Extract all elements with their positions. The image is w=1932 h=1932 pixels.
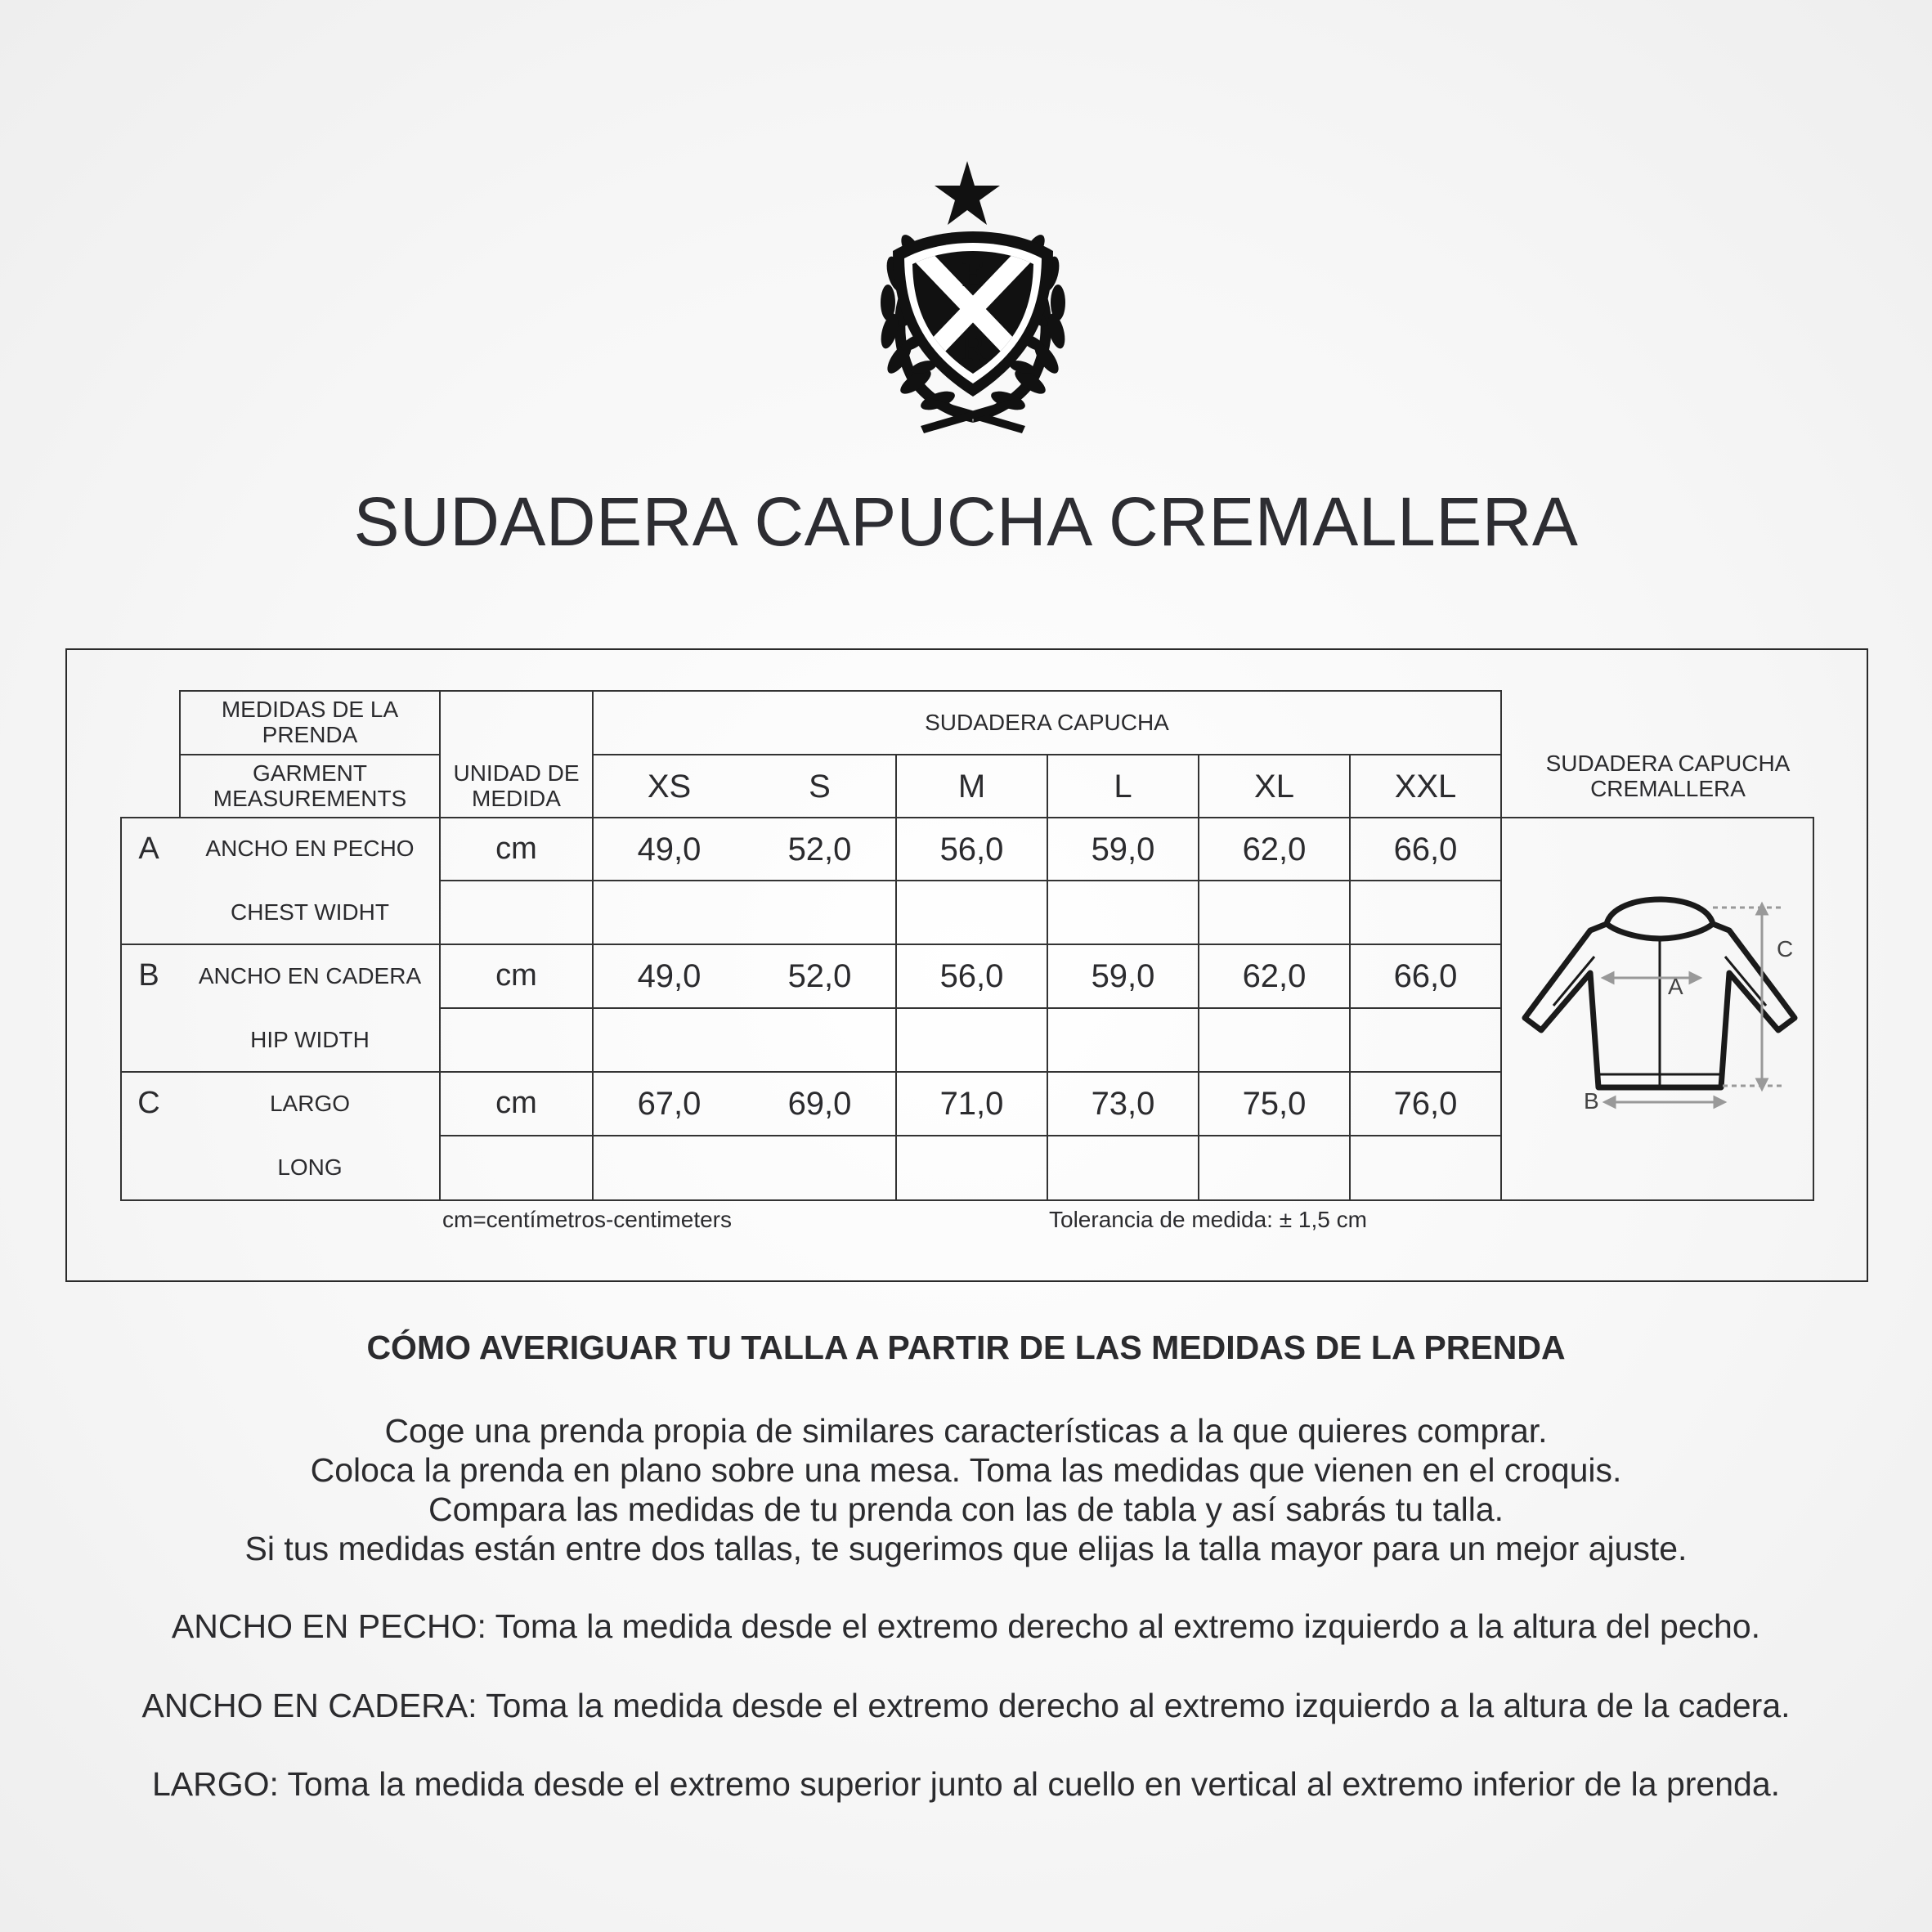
row-c-value-xs: 67,0 xyxy=(637,1086,702,1122)
howto-line-4: Si tus medidas están entre dos tallas, te sugerimos que elijas la talla mayor para un mejor ajuste. xyxy=(244,1530,1688,1567)
size-label-xxl: XXL xyxy=(1394,768,1457,805)
row-b-value-m: 56,0 xyxy=(939,958,1004,994)
row-b-value-xxl: 66,0 xyxy=(1393,958,1458,994)
row-b-value-s: 52,0 xyxy=(787,958,852,994)
howto-line-1: Coge una prenda propia de similares características a la que quieres comprar. xyxy=(384,1412,1548,1450)
brand-logo-crest xyxy=(834,159,1112,437)
row-a-letter: A xyxy=(138,831,159,866)
header-measure-en: GARMENT MEASUREMENTS xyxy=(213,760,407,811)
row-a-label-en: CHEST WIDHT xyxy=(231,899,389,925)
howto-line-3: Compara las medidas de tu prenda con las de tabla y así sabrás tu talla. xyxy=(428,1490,1504,1528)
row-a-value-m: 56,0 xyxy=(939,831,1004,867)
star-icon xyxy=(935,161,1000,225)
row-a-label-es: ANCHO EN PECHO xyxy=(205,836,415,862)
diagram-caption: SUDADERA CAPUCHA CREMALLERA xyxy=(1545,751,1791,801)
row-a-value-l: 59,0 xyxy=(1091,831,1155,867)
row-b-value-xs: 49,0 xyxy=(637,958,702,994)
header-group: SUDADERA CAPUCHA xyxy=(925,709,1169,735)
logo-letter-e: E xyxy=(961,257,985,294)
header-unit: UNIDAD DE MEDIDA xyxy=(453,760,580,811)
row-b-unit: cm xyxy=(495,958,537,993)
hoodie-diagram xyxy=(1508,875,1823,1128)
row-a-value-xl: 62,0 xyxy=(1242,831,1307,867)
howto-chest: ANCHO EN PECHO: Toma la medida desde el extremo derecho al extremo izquierdo a la altura del pecho. xyxy=(171,1607,1761,1645)
header-measure-es: MEDIDAS DE LA PRENDA xyxy=(221,697,399,747)
note-units: cm=centímetros-centimeters xyxy=(442,1207,732,1232)
size-label-xs: XS xyxy=(647,768,692,805)
row-c-unit: cm xyxy=(495,1086,537,1121)
row-b-value-l: 59,0 xyxy=(1091,958,1155,994)
page-title: SUDADERA CAPUCHA CREMALLERA xyxy=(353,483,1579,560)
note-tolerance: Tolerancia de medida: ± 1,5 cm xyxy=(1049,1207,1367,1232)
row-b-value-xl: 62,0 xyxy=(1242,958,1307,994)
size-label-l: L xyxy=(1114,768,1132,805)
logo-letter-r: R xyxy=(960,331,986,369)
row-a-value-s: 52,0 xyxy=(787,831,852,867)
size-label-s: S xyxy=(809,768,831,805)
size-label-xl: XL xyxy=(1254,768,1294,805)
howto-length: LARGO: Toma la medida desde el extremo superior junto al cuello en vertical al extremo inferior de la prenda. xyxy=(151,1765,1781,1803)
row-c-value-l: 73,0 xyxy=(1091,1086,1155,1122)
row-c-value-xl: 75,0 xyxy=(1242,1086,1307,1122)
row-c-label-es: LARGO xyxy=(269,1090,351,1116)
row-b-label-en: HIP WIDTH xyxy=(250,1026,370,1052)
diagram-label-b: B xyxy=(1584,1088,1599,1114)
size-label-m: M xyxy=(957,768,986,805)
diagram-label-a: A xyxy=(1668,974,1683,999)
howto-line-2: Coloca la prenda en plano sobre una mesa. Toma las medidas que vienen en el croquis. xyxy=(310,1451,1622,1489)
row-c-letter: C xyxy=(137,1086,160,1121)
howto-hip: ANCHO EN CADERA: Toma la medida desde el extremo derecho al extremo izquierdo a la altura de la cadera. xyxy=(141,1687,1791,1724)
row-a-unit: cm xyxy=(495,831,537,866)
row-c-value-m: 71,0 xyxy=(939,1086,1004,1122)
row-c-value-s: 69,0 xyxy=(787,1086,852,1122)
row-a-value-xxl: 66,0 xyxy=(1393,831,1458,867)
row-b-label-es: ANCHO EN CADERA xyxy=(198,962,422,988)
row-a-value-xs: 49,0 xyxy=(637,831,702,867)
row-b-letter: B xyxy=(138,958,159,993)
row-c-label-en: LONG xyxy=(277,1154,343,1181)
row-c-value-xxl: 76,0 xyxy=(1393,1086,1458,1122)
diagram-label-c: C xyxy=(1777,936,1794,962)
howto-title: CÓMO AVERIGUAR TU TALLA A PARTIR DE LAS MEDIDAS DE LA PRENDA xyxy=(366,1329,1566,1366)
